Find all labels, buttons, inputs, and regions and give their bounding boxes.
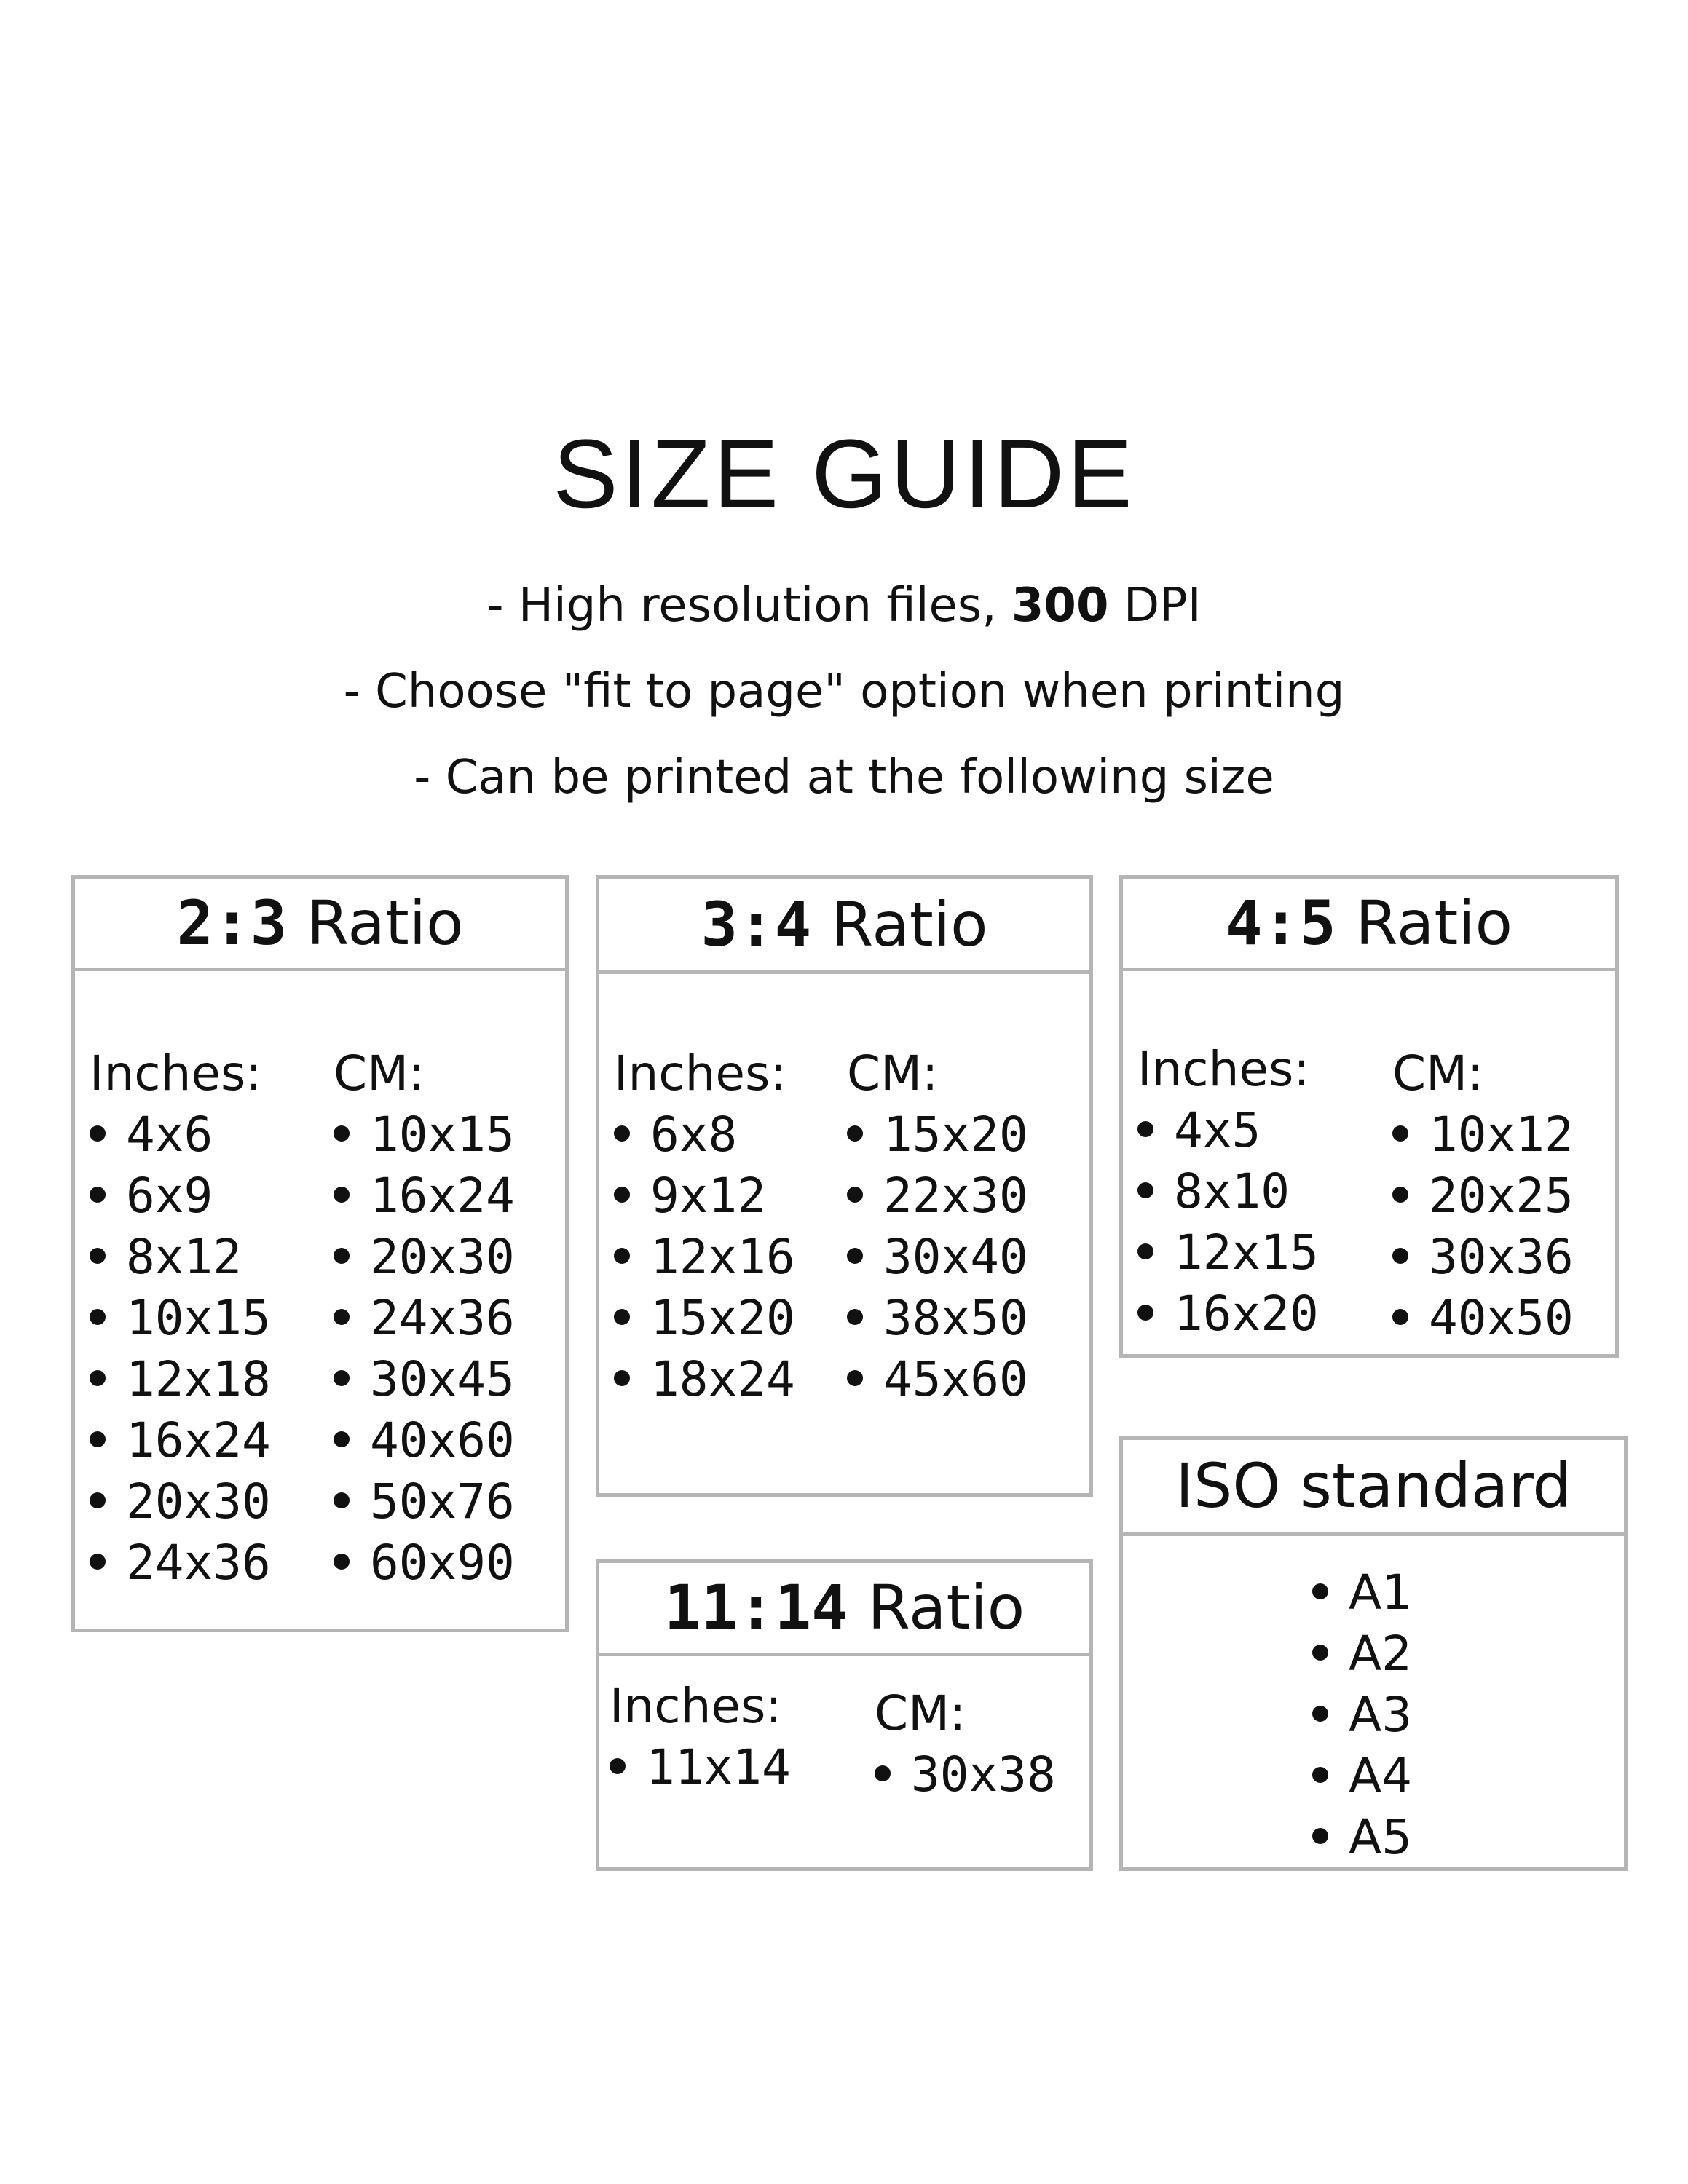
bullet-icon [334, 1492, 350, 1508]
size-item [614, 1104, 795, 1166]
bullet-icon [1137, 1182, 1153, 1198]
inches-column [614, 1043, 795, 1410]
size-item [1392, 1227, 1574, 1288]
bullet-icon [1392, 1309, 1408, 1325]
inches-label: Inches: [1137, 1041, 1310, 1097]
size-value: 60x90 [370, 1535, 515, 1591]
size-value: 24x36 [370, 1290, 515, 1346]
inches-column [90, 1043, 271, 1594]
bullet-icon [847, 1187, 863, 1203]
cm-column [1392, 1043, 1574, 1349]
size-item [334, 1410, 515, 1471]
size-value: 11x14 [646, 1739, 791, 1795]
bullet-icon [334, 1554, 350, 1570]
size-value: 4x6 [126, 1107, 213, 1163]
size-item [1312, 1623, 1412, 1685]
size-value: 8x12 [126, 1229, 242, 1285]
ratio-value: 4:5 [1225, 887, 1336, 959]
bullet-icon [614, 1370, 630, 1386]
size-value: 12x18 [126, 1351, 271, 1407]
size-value: 10x12 [1429, 1107, 1574, 1163]
size-item [1312, 1746, 1412, 1807]
ratio-4-5-box [1119, 875, 1619, 1358]
iso-column [1312, 1562, 1412, 1868]
size-value: 30x36 [1429, 1229, 1574, 1285]
size-value: 45x60 [883, 1351, 1028, 1407]
ratio-4-5-header [1123, 879, 1615, 971]
note-resolution-prefix: - High resolution files, [486, 579, 1011, 633]
size-item [614, 1166, 795, 1227]
bullet-icon [90, 1309, 106, 1325]
size-item [334, 1471, 515, 1532]
bullet-icon [334, 1125, 350, 1142]
size-value: 20x25 [1429, 1168, 1574, 1224]
size-item [90, 1288, 271, 1349]
inches-list [614, 1104, 795, 1410]
inches-label: Inches: [90, 1045, 262, 1101]
size-item [90, 1104, 271, 1166]
size-value: 20x30 [370, 1229, 515, 1285]
bullet-icon [90, 1554, 106, 1570]
inches-list [90, 1104, 271, 1594]
size-item [1137, 1222, 1319, 1283]
size-value: 12x15 [1174, 1224, 1319, 1281]
bullet-icon [1312, 1645, 1328, 1661]
size-item [847, 1349, 1028, 1410]
ratio-label: Ratio [306, 887, 464, 959]
size-item [610, 1737, 791, 1798]
size-item [847, 1227, 1028, 1288]
ratio-2-3-box [71, 875, 569, 1632]
cm-label: CM: [847, 1045, 939, 1101]
size-item [334, 1349, 515, 1410]
size-value: 15x20 [883, 1107, 1028, 1163]
size-item [334, 1166, 515, 1227]
size-value: 18x24 [650, 1351, 795, 1407]
size-value: 12x16 [650, 1229, 795, 1285]
size-value: 10x15 [126, 1290, 271, 1346]
size-value: 24x36 [126, 1535, 271, 1591]
bullet-icon [875, 1765, 891, 1781]
size-item [1392, 1288, 1574, 1349]
bullet-icon [90, 1125, 106, 1142]
cm-list [847, 1104, 1028, 1410]
bullet-icon [847, 1309, 863, 1325]
size-item [614, 1288, 795, 1349]
cm-column [847, 1043, 1028, 1410]
size-item [334, 1227, 515, 1288]
size-value: 16x24 [126, 1412, 271, 1468]
size-value: 6x8 [650, 1107, 738, 1163]
inches-column [610, 1676, 791, 1798]
bullet-icon [1137, 1121, 1153, 1137]
iso-list [1312, 1562, 1412, 1868]
cm-list [875, 1744, 1056, 1805]
size-item [90, 1349, 271, 1410]
bullet-icon [1392, 1187, 1408, 1203]
size-value: 9x12 [650, 1168, 766, 1224]
bullet-icon [90, 1431, 106, 1447]
bullet-icon [90, 1492, 106, 1508]
bullet-icon [1312, 1767, 1328, 1783]
size-item [1137, 1283, 1319, 1345]
note-resolution [0, 579, 1688, 633]
size-item [1392, 1166, 1574, 1227]
size-item [334, 1288, 515, 1349]
iso-standard-header: ISO standard [1123, 1440, 1624, 1536]
bullet-icon [1312, 1583, 1328, 1599]
ratio-3-4-box [596, 875, 1093, 1497]
size-item [90, 1532, 271, 1594]
bullet-icon [334, 1309, 350, 1325]
size-item [1392, 1104, 1574, 1166]
size-value: A1 [1349, 1564, 1413, 1621]
bullet-icon [614, 1248, 630, 1264]
inches-column [1137, 1039, 1319, 1345]
bullet-icon [614, 1125, 630, 1142]
size-item [1137, 1161, 1319, 1222]
size-value: 20x30 [126, 1473, 271, 1530]
cm-column [334, 1043, 515, 1594]
page-title: SIZE GUIDE [553, 420, 1135, 529]
ratio-label: Ratio [1355, 887, 1513, 959]
size-item [90, 1471, 271, 1532]
bullet-icon [614, 1309, 630, 1325]
size-value: 16x20 [1174, 1286, 1319, 1342]
bullet-icon [1392, 1248, 1408, 1264]
ratio-3-4-header [599, 879, 1089, 974]
inches-label: Inches: [614, 1045, 786, 1101]
inches-list [1137, 1100, 1319, 1345]
bullet-icon [1137, 1243, 1153, 1259]
bullet-icon [847, 1370, 863, 1386]
note-print-sizes: - Can be printed at the following size [414, 751, 1274, 804]
bullet-icon [334, 1370, 350, 1386]
cm-label: CM: [1392, 1045, 1484, 1101]
size-item [334, 1104, 515, 1166]
size-value: 8x10 [1174, 1163, 1290, 1219]
size-item [1312, 1685, 1412, 1746]
size-item [1312, 1562, 1412, 1623]
iso-standard-box [1119, 1436, 1628, 1871]
bullet-icon [90, 1187, 106, 1203]
bullet-icon [614, 1187, 630, 1203]
size-value: 38x50 [883, 1290, 1028, 1346]
ratio-11-14-box [596, 1559, 1093, 1871]
note-resolution-dpi: 300 [1011, 579, 1109, 633]
ratio-value: 3:4 [701, 889, 812, 960]
ratio-label: Ratio [867, 1572, 1025, 1643]
size-item [90, 1166, 271, 1227]
size-value: A4 [1349, 1748, 1413, 1804]
cm-list [334, 1104, 515, 1594]
bullet-icon [610, 1758, 626, 1774]
inches-list [610, 1737, 791, 1798]
size-value: 40x60 [370, 1412, 515, 1468]
size-value: 30x45 [370, 1351, 515, 1407]
bullet-icon [1392, 1125, 1408, 1142]
size-value: A5 [1349, 1809, 1413, 1865]
ratio-11-14-header [599, 1563, 1089, 1656]
bullet-icon [334, 1187, 350, 1203]
cm-column [875, 1683, 1056, 1805]
size-value: 16x24 [370, 1168, 515, 1224]
size-item [90, 1410, 271, 1471]
bullet-icon [1312, 1706, 1328, 1722]
ratio-2-3-header [75, 879, 565, 971]
size-item [875, 1744, 1056, 1805]
cm-label: CM: [875, 1685, 966, 1741]
size-item [90, 1227, 271, 1288]
size-item [1312, 1807, 1412, 1868]
ratio-value: 2:3 [176, 887, 288, 959]
size-value: 22x30 [883, 1168, 1028, 1224]
cm-list [1392, 1104, 1574, 1349]
size-item [1137, 1100, 1319, 1161]
bullet-icon [90, 1370, 106, 1386]
size-value: A2 [1349, 1626, 1413, 1682]
size-item [847, 1288, 1028, 1349]
bullet-icon [90, 1248, 106, 1264]
note-fit-to-page: - Choose "fit to page" option when printing [343, 665, 1345, 719]
size-item [334, 1532, 515, 1594]
bullet-icon [847, 1248, 863, 1264]
size-value: 10x15 [370, 1107, 515, 1163]
size-value: 6x9 [126, 1168, 213, 1224]
size-value: 30x38 [911, 1746, 1056, 1803]
bullet-icon [334, 1431, 350, 1447]
size-value: 30x40 [883, 1229, 1028, 1285]
size-value: 4x5 [1174, 1102, 1261, 1158]
size-item [847, 1104, 1028, 1166]
size-value: 50x76 [370, 1473, 515, 1530]
bullet-icon [847, 1125, 863, 1142]
size-value: 40x50 [1429, 1290, 1574, 1346]
cm-label: CM: [334, 1045, 425, 1101]
size-item [614, 1349, 795, 1410]
bullet-icon [1312, 1828, 1328, 1844]
size-item [847, 1166, 1028, 1227]
size-value: 15x20 [650, 1290, 795, 1346]
size-item [614, 1227, 795, 1288]
inches-label: Inches: [610, 1678, 782, 1734]
size-value: A3 [1349, 1687, 1413, 1743]
bullet-icon [1137, 1305, 1153, 1321]
note-resolution-suffix: DPI [1108, 579, 1202, 633]
bullet-icon [334, 1248, 350, 1264]
ratio-label: Ratio [830, 889, 988, 960]
ratio-value: 11:14 [663, 1572, 848, 1643]
